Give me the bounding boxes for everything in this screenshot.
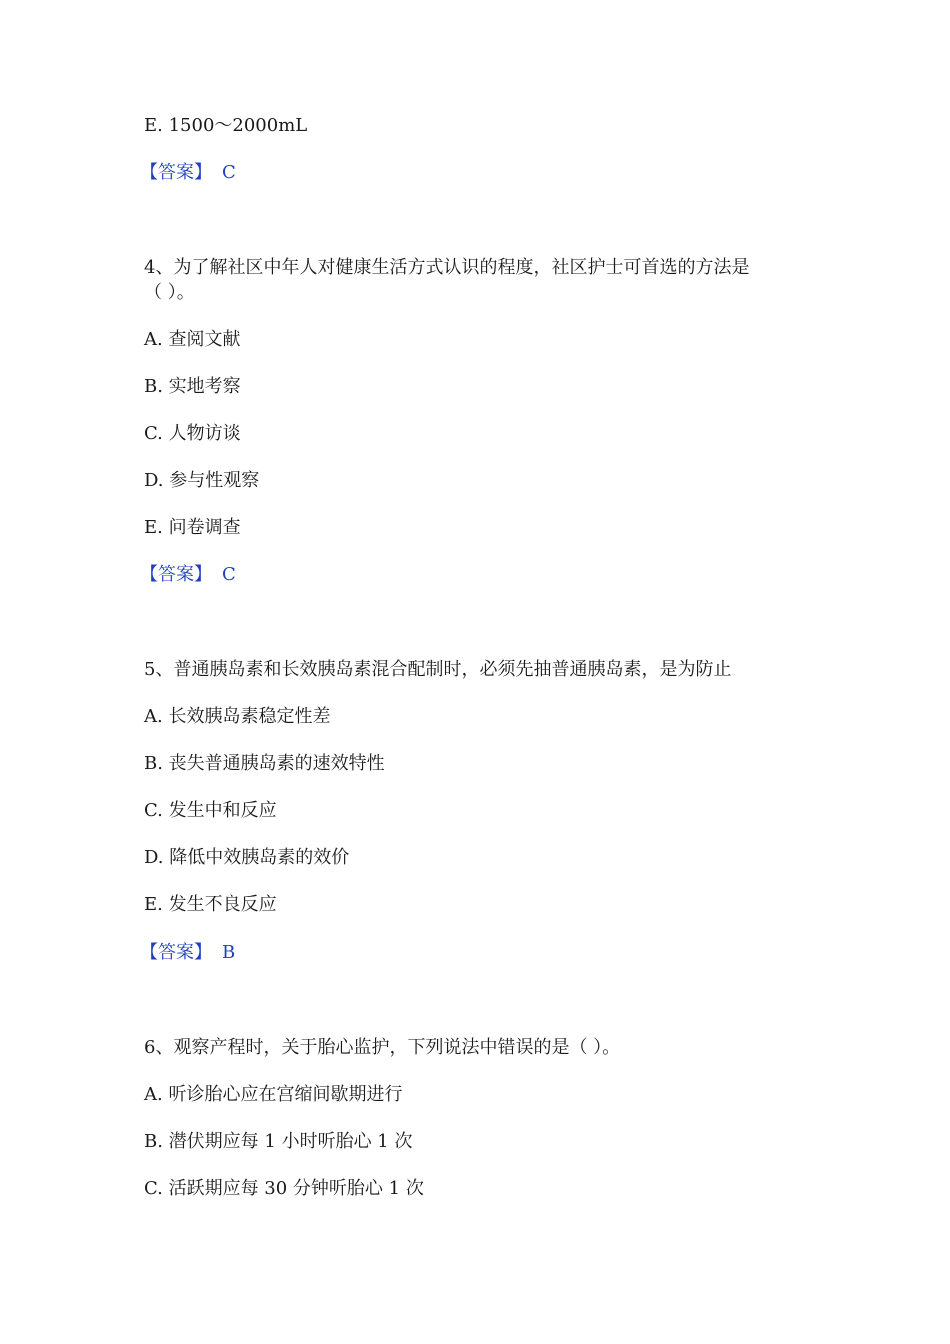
q4-option-c: C. 人物访谈 xyxy=(144,423,241,444)
q4-stem-line1: 4、为了解社区中年人对健康生活方式认识的程度，社区护士可首选的方法是 xyxy=(144,257,750,278)
answer-value: C xyxy=(222,162,236,183)
answer-label: 【答案】 xyxy=(140,564,212,585)
q4-answer xyxy=(140,563,236,587)
q5-stem: 5、普通胰岛素和长效胰岛素混合配制时，必须先抽普通胰岛素，是为防止 xyxy=(144,659,732,680)
q5-option-c: C. 发生中和反应 xyxy=(144,800,277,821)
q5-option-e: E. 发生不良反应 xyxy=(144,894,277,915)
answer-label: 【答案】 xyxy=(140,162,212,183)
q5-option-a: A. 长效胰岛素稳定性差 xyxy=(144,706,331,727)
q5-option-d: D. 降低中效胰岛素的效价 xyxy=(144,847,350,868)
q4-stem-line2: （ ）。 xyxy=(144,282,195,303)
q6-option-b: B. 潜伏期应每 1 小时听胎心 1 次 xyxy=(144,1131,413,1152)
answer-value: B xyxy=(222,942,236,963)
q3-option-e: E. 1500～2000mL xyxy=(144,115,308,136)
q6-option-c: C. 活跃期应每 30 分钟听胎心 1 次 xyxy=(144,1178,424,1199)
q5-answer xyxy=(140,941,235,965)
answer-value: C xyxy=(222,564,236,585)
q4-option-e: E. 问卷调查 xyxy=(144,517,241,538)
q6-option-a: A. 听诊胎心应在宫缩间歇期进行 xyxy=(144,1084,403,1105)
q5-option-b: B. 丧失普通胰岛素的速效特性 xyxy=(144,753,385,774)
q3-answer xyxy=(140,161,236,185)
answer-label: 【答案】 xyxy=(140,942,212,963)
q6-stem: 6、观察产程时，关于胎心监护，下列说法中错误的是（ ）。 xyxy=(144,1037,621,1058)
q4-option-a: A. 查阅文献 xyxy=(144,329,241,350)
q4-option-d: D. 参与性观察 xyxy=(144,470,260,491)
q4-option-b: B. 实地考察 xyxy=(144,376,241,397)
